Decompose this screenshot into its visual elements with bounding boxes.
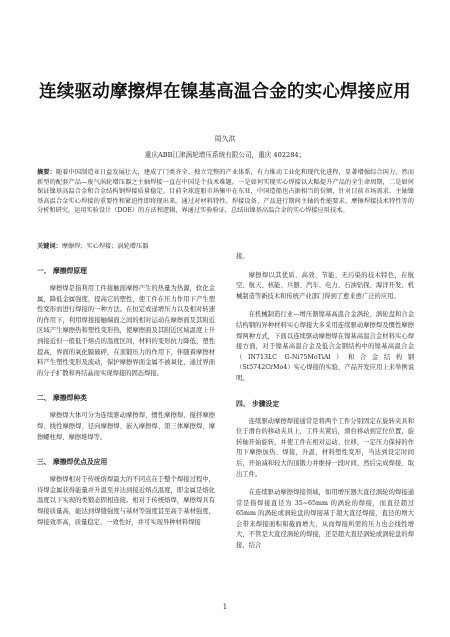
author-affiliation: 重庆ABB江津涡轮增压系统有限公司，重庆 402284； [144,151,306,159]
author-name: 周久洪 [214,135,236,143]
section-heading: 一、 摩擦焊原理 [37,267,87,275]
right-column [236,252,414,552]
paragraph: 在机械制造行业—增压器镍基高温合金涡轮、涡轮盘和合金结构钢的异种材料实心焊接大多采用连续驱动摩擦焊及惯性摩擦焊两种方式，下面以连续驱动摩擦焊在镍基高温合金材料实心焊接方面，对于镍基高温合金及低合金钢结构中的镍基高温合金（IN713LC G-Ni75MoTiAl）和合金结构钢（St5742CrMo4）实心焊接的实验、产品开发应用上来举例说明。 [236,311,414,382]
paragraph: 连续驱动摩擦焊接通常是将两个工件分别固定在旋转夹具和位于滑台的移动夹具上，工件夹紧后，滑台移动到定位位置，旋转轴开始旋转，并使工件在相对运动、位移，一定压力保持的作用下摩擦加热、焊接，升温，材料塑性变形，当达到设定时间后，开始减和较大的顶锻力并维持一段时间，然后完成焊接、取出工件。 [236,417,414,478]
section-heading: 三、 摩擦焊优点及应用 [37,458,108,467]
abstract-text: 随着中国制造业日益发展壮大，建成了门类齐全、独立完整的产业体系，有力推动工业化和现代化进程，显著增强综合国力，然而新型的配套产品—废气涡轮增压器之主轴焊接一直在中国是个技术难题，一是如何实现实心焊接以大幅提升产品的全生命周期，二是如何保证镍基高温合金和合金结构钢焊接质量稳定。目前全球连船市场集中在东亚，中国造船也占据相当的份额，针对目前市场需求，主轴镍基高温合金实心焊接的重要性和紧迫性即将现出来。通过对材料特性、焊接设备、产品进行期间主轴的性能要求，摩擦焊接技术特性等的分析和研究，运用实验设计（DOE）的方法和逻辑，界通过实验验证，总结出镍基高温合金的实心焊接应用技术。 [37,169,415,215]
left-column [37,252,215,528]
paragraph-continuation: 接。 [236,253,249,260]
keywords [37,242,414,251]
paragraph: 摩擦焊大体可分为连续驱动摩擦焊、惯性摩擦焊、搅拌摩擦焊、线性摩擦焊、径向摩擦焊、嵌入摩擦焊、第三体摩擦焊、摩擦螺柱焊、摩擦堆焊等。 [37,412,215,441]
paragraph: 在连续驱动摩擦焊接领域，如用增压器大直径涡轮的焊接通常是指焊接直径为 35~65mm 的涡轮的焊接，而直径超过 65mm 的涡轮或涡轮盘的焊接基于超大直径焊接，直径的增大会带来焊接面积和截面增大，从而焊接所需的压力也会线性增大，不管是大直径涡轮的焊接，还是超大直径涡轮或涡轮盘的焊接，结合 [236,489,414,550]
keywords-label: 关键词： [37,243,62,250]
paragraph: 摩擦焊是指利用工件接触面摩擦产生的热量为热源，软化金属，降低金属强度，提高它的塑性，使工件在压力作用下产生塑性变形而进行焊接的一种方法。在恒定或递增压力以及相对转速的作用下，利用焊接接触端面之间的相对运动在摩擦面及其附近区域产生摩擦热和塑性变形热，使摩擦面及其附近区域温度上升到接近但一般低于熔点的温度区间，材料的变形抗力降低，塑性提高，界面的氧化膜破碎，在顶锻压力的作用下，伴随着摩擦材料产生塑性变形及流动，保护摩擦界面金属不被氧化，通过界面的分子扩散和再结晶而实现焊接的固态焊接。 [37,285,215,377]
paragraph: 摩擦焊以其优质、高效、节能、无污染的技术特色，在航空、航天、核能、兵器、汽车、电力、石油钻探、海洋开发、机械制造等新技术和传统产业部门得到了愈来愈广泛的应用。 [236,271,414,300]
keywords-text: 摩擦焊；实心焊接；涡轮增压器 [61,243,149,250]
section-heading: 二、 摩擦焊种类 [37,394,87,403]
paper-title: 连续驱动摩擦焊在镍基高温合金的实心焊接应用 [39,82,411,102]
page-number: 1 [222,603,228,611]
abstract-label: 摘要： [37,169,56,176]
paragraph: 摩擦焊相对于传统熔焊最大的不同点在于整个焊接过程中，待焊金属获得能量并升温至并达到接近熔点温度，即金属是熔化温度以下实现的类锻态固相连接。相对于传统熔焊，摩擦焊具有焊接质量高，能达到焊缝强度与基材等强度甚至高于基材强度，焊接效率高，质量稳定，一致性好，并可实现异种材料焊接 [37,476,215,526]
section-heading: 四、 步骤设定 [236,399,280,408]
abstract [37,168,414,216]
